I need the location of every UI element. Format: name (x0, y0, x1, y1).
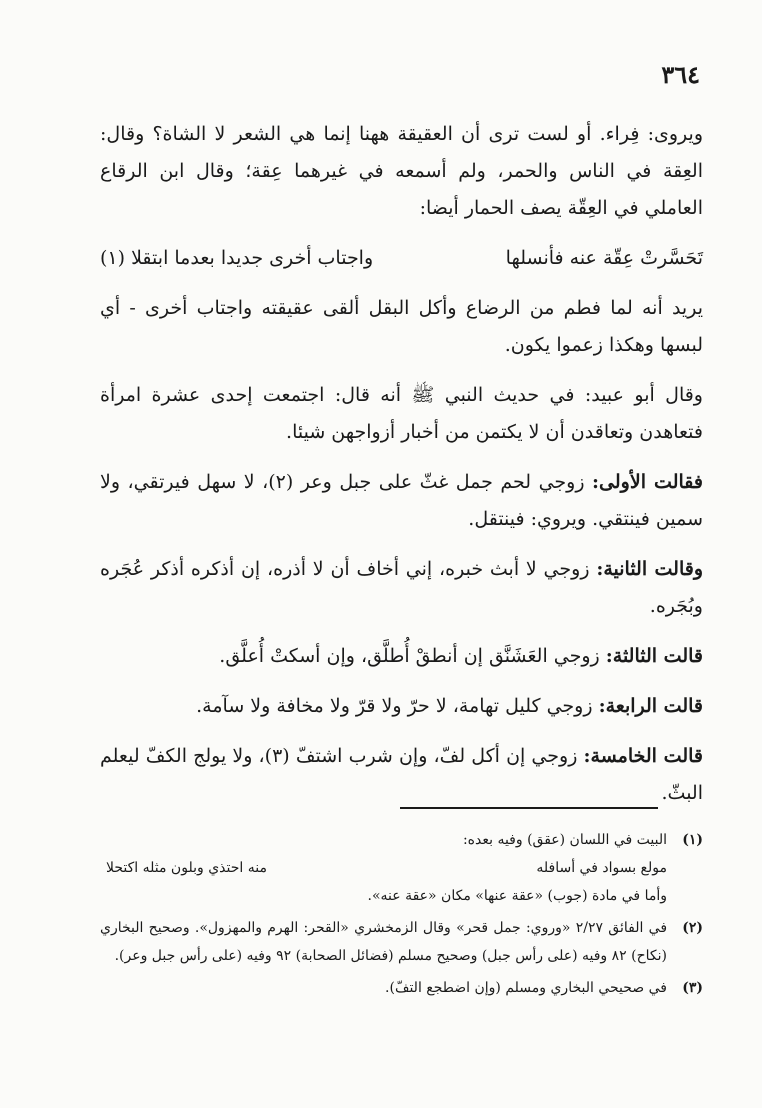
saying-text: زوجي لحم جمل غثّ على جبل وعر (٢)، لا سهل فيرتقي، ولا سمين فينتقي. ويروي: فينتقل. (100, 471, 703, 530)
paragraph: وقال أبو عبيد: في حديث النبي ﷺ أنه قال: اجتمعت إحدى عشرة امرأة فتعاهدن وتعاقدن أن لا يكتمن من أخبار أزواجهن شيئا. (100, 384, 703, 443)
footnote-line: البيت في اللسان (عقق) وفيه بعده: (462, 832, 667, 848)
footnote-number: (١) (682, 832, 703, 848)
page-number: ٣٦٤ (661, 60, 700, 89)
saying (100, 464, 703, 538)
poetry-verse (100, 240, 703, 277)
footnote-line: وأما في مادة (جوب) «عقة عنها» مكان «عقة عنه». (367, 888, 667, 904)
saying (100, 738, 703, 812)
saying-speaker: فقالت الأولى: (592, 471, 703, 493)
footnotes (100, 826, 703, 1006)
saying-speaker: وقالت الثانية: (596, 558, 704, 580)
footnote-verse (100, 854, 667, 882)
footnote-verse-second: منه احتذي وبلون مثله اكتحلا (106, 860, 267, 876)
paragraph: ويروى: فِراء. أو لست ترى أن العقيقة ههنا إنما هي الشعر لا الشاة؟ وقال: العِقة في الناس والحمر، ولم أسمعه في غيرهما عِقة؛ وقال ابن الرقاع العاملي في العِقّة يصف الحمار أيضا: (100, 123, 703, 219)
main-text (100, 116, 703, 825)
saying (100, 551, 703, 625)
saying-speaker: قالت الرابعة: (598, 695, 703, 717)
saying-speaker: قالت الخامسة: (583, 745, 703, 767)
footnote-number: (٣) (682, 980, 703, 996)
footnote (100, 974, 703, 1002)
verse-second-hemistich: واجتاب أخرى جديدا بعدما ابتقلا (١) (100, 247, 374, 269)
verse-first-hemistich: تَحَسَّرتْ عِقّة عنه فأنسلها (505, 247, 703, 269)
footnote-number: (٢) (682, 920, 703, 936)
footnote-verse-first: مولع بسواد في أسافله (536, 860, 667, 876)
saying-text: زوجي إن أكل لفّ، وإن شرب اشتفّ (٣)، ولا يولج الكفّ ليعلم البثّ. (100, 745, 703, 804)
footnote-text: في صحيحي البخاري ومسلم (وإن اضطجع التفّ). (385, 980, 667, 996)
saying-text: زوجي لا أبث خبره، إني أخاف أن لا أذره، إن أذكره أذكر عُجَره وبُجَره. (100, 558, 703, 617)
footnote (100, 914, 703, 970)
paragraph: يريد أنه لما فطم من الرضاع وأكل البقل ألقى عقيقته واجتاب أخرى - أي لبسها وهكذا زعموا يكون. (100, 297, 703, 356)
footnote (100, 826, 703, 910)
footnote-text: في الفائق ٢/٢٧ «وروي: جمل قحر» وقال الزمخشري «القحر: الهرم والمهزول». وصحيح البخاري (نكاح) ٨٢ وفيه (على رأس جبل) وصحيح مسلم (فضائل الصحابة) ٩٢ وفيه (على رأس جبل وعر). (100, 920, 668, 964)
saying (100, 638, 703, 675)
footnote-separator (400, 807, 658, 809)
saying-speaker: قالت الثالثة: (605, 645, 703, 667)
saying-text: زوجي كليل تهامة، لا حرّ ولا قرّ ولا مخافة ولا سآمة. (196, 695, 593, 717)
footnote-text (100, 826, 667, 910)
saying-text: زوجي العَشَنَّق إن أنطقْ أُطلَّق، وإن أسكتْ أُعلَّق. (219, 645, 600, 667)
saying (100, 688, 703, 725)
